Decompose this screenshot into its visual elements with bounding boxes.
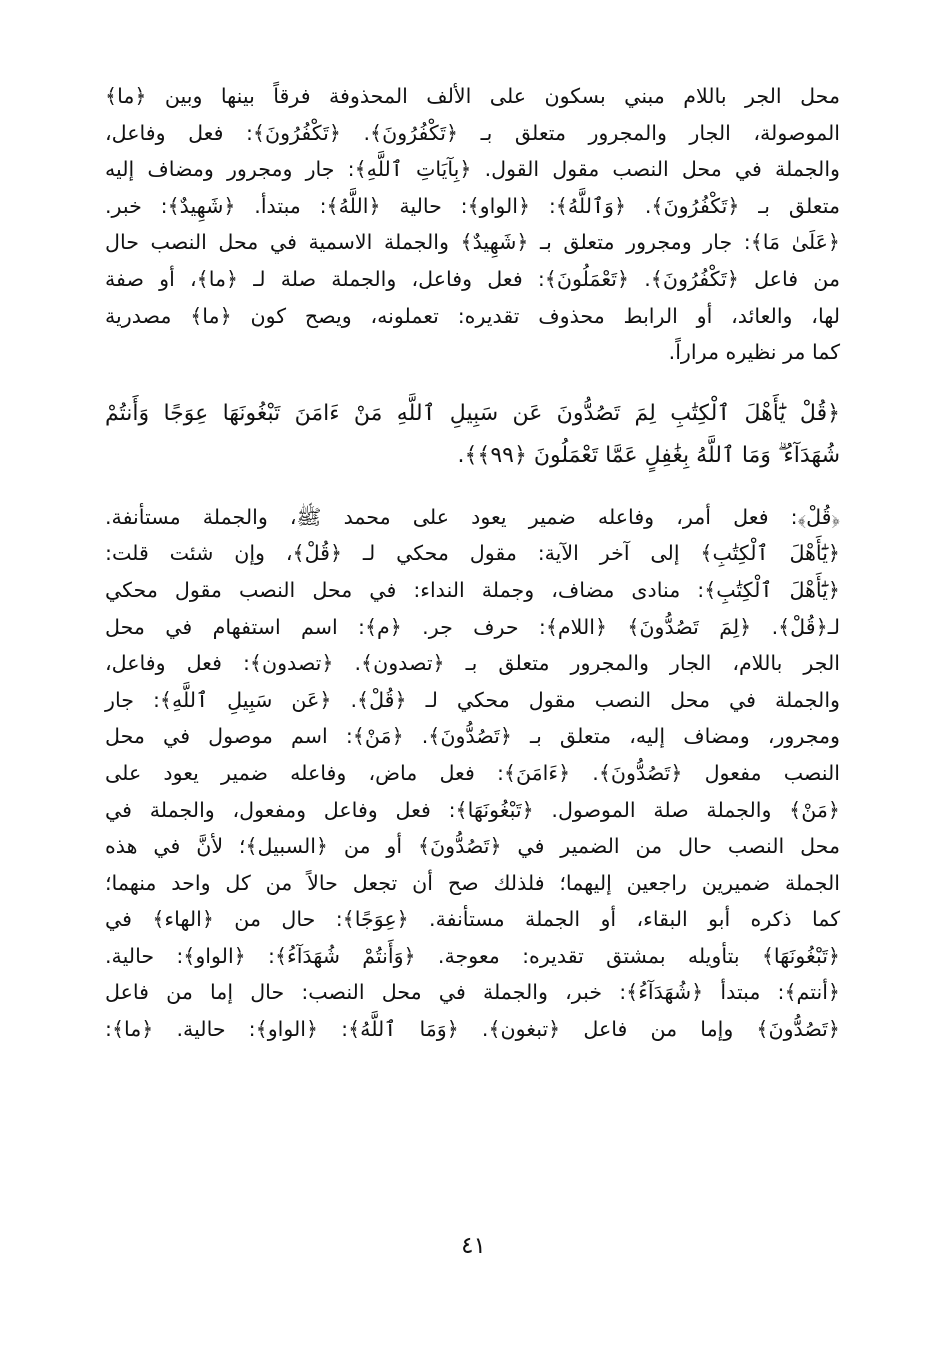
- page-body: [105, 78, 840, 1048]
- text-line: ﴿أنتم﴾: مبتدأ ﴿شُهَدَآءُ﴾: خبر، والجملة في محل النصب: حال إما من فاعل: [105, 980, 840, 1005]
- text-line: كما ذكره أبو البقاء، أو الجملة مستأنفة. ﴿عِوَجًا﴾: حال من ﴿الهاء﴾ في: [105, 907, 840, 932]
- text-line: والجملة في محل النصب مقول محكي لـ ﴿قُلْ﴾. ﴿عَن سَبِيلِ ٱللَّهِ﴾: جار: [105, 687, 840, 712]
- text-line: الجملة ضميرين راجعين إليهما؛ فلذلك صح أن تجعل حالاً من كل واحد منهما؛: [105, 870, 840, 895]
- text-line: محل النصب حال من الضمير في ﴿تَصُدُّونَ﴾ أو من ﴿السبيل﴾؛ لأنَّ في هذه: [105, 834, 840, 859]
- quran-verse: [105, 393, 840, 477]
- text-line: ﴿يَٰٓأَهْلَ ٱلْكِتَٰبِ﴾: منادى مضاف، وجملة النداء: في محل النصب مقول محكي: [105, 577, 840, 602]
- verse-line: شُهَدَآءُ ۗ وَمَا ٱللَّهُ بِغَٰفِلٍ عَمَّا تَعْمَلُونَ ﴿٩٩﴾﴾.: [457, 442, 840, 468]
- text-line: الموصولة، الجار والمجرور متعلق بـ ﴿تَكْفُرُونَ﴾. ﴿تَكْفُرُونَ﴾: فعل وفاعل،: [105, 120, 840, 145]
- page-number: ٤١: [461, 1233, 486, 1259]
- text-line: ومجرور، ومضاف إليه، متعلق بـ ﴿تَصُدُّونَ﴾. ﴿مَنْ﴾: اسم موصول في محل: [105, 724, 840, 749]
- text-line: ﴿مَنْ﴾ والجملة صلة الموصول. ﴿تَبْغُونَهَا﴾: فعل وفاعل ومفعول، والجملة في: [105, 797, 840, 822]
- text-line: لـ﴿قُلْ﴾. ﴿لِمَ تَصُدُّونَ﴾ ﴿اللام﴾: حرف جر. ﴿م﴾: اسم استفهام في محل: [105, 614, 840, 639]
- text-line: متعلق بـ ﴿تَكْفُرُونَ﴾. ﴿وَٱللَّهُ﴾: ﴿الواو﴾: حالية ﴿اللَّهُ﴾: مبتدأ. ﴿شَهِيدٌ﴾: خبر.: [105, 193, 840, 218]
- text-line: كما مر نظيره مراراً.: [668, 340, 840, 365]
- paragraph-2: [105, 499, 840, 1048]
- text-line: والجملة في محل النصب مقول القول. ﴿بِآيَاتِ ٱللَّهِ﴾: جار ومجرور ومضاف إليه: [105, 157, 840, 182]
- text-line: محل الجر باللام مبني بسكون على الألف المحذوفة فرقاً بينها وبين ﴿ما﴾: [105, 84, 840, 108]
- text-line: ﴿يَٰٓأَهْلَ ٱلْكِتَٰبِ﴾ إلى آخر الآية: مقول محكي لـ ﴿قُلْ﴾، وإن شئت قلت:: [105, 541, 840, 566]
- text-line: من فاعل ﴿تَكْفُرُونَ﴾. ﴿تَعْمَلُونَ﴾: فعل وفاعل، والجملة صلة لـ ﴿ما﴾، أو صفة: [105, 266, 840, 291]
- paragraph-1: [105, 78, 840, 371]
- text-line: ﴿عَلَىٰ مَا﴾: جار ومجرور متعلق بـ ﴿شَهِيدٌ﴾ والجملة الاسمية في محل النصب حال: [105, 230, 840, 255]
- text-line: ﴿تَصُدُّونَ﴾ وإما من فاعل ﴿تبغون﴾. ﴿وَمَا ٱللَّهُ﴾: ﴿الواو﴾: حالية. ﴿ما﴾:: [105, 1017, 840, 1042]
- verse-line: ﴿قُلْ يَٰٓأَهْلَ ٱلْكِتَٰبِ لِمَ تَصُدُّونَ عَن سَبِيلِ ٱللَّهِ مَنْ ءَامَنَ تَبْغُونَهَا عِوَجًا وَأَنتُمْ: [105, 400, 840, 426]
- text-line: النصب مفعول ﴿تَصُدُّونَ﴾. ﴿ءَامَنَ﴾: فعل ماض، وفاعله ضمير يعود على: [105, 760, 840, 785]
- text-line: لها، والعائد، أو الرابط محذوف تقديره: تعملونه، ويصح كون ﴿ما﴾ مصدرية: [105, 303, 840, 328]
- text-line: ﴿قُلْ﴾: فعل أمر، وفاعله ضمير يعود على محمد ﷺ، والجملة مستأنفة.: [105, 504, 840, 529]
- text-line: ﴿تَبْغُونَهَا﴾ بتأويله بمشتق تقديره: معوجة. ﴿وَأَنتُمْ شُهَدَآءُ﴾: ﴿الواو﴾: حالية.: [105, 943, 840, 968]
- text-line: الجر باللام، الجار والمجرور متعلق بـ ﴿تصدون﴾. ﴿تصدون﴾: فعل وفاعل،: [105, 651, 840, 676]
